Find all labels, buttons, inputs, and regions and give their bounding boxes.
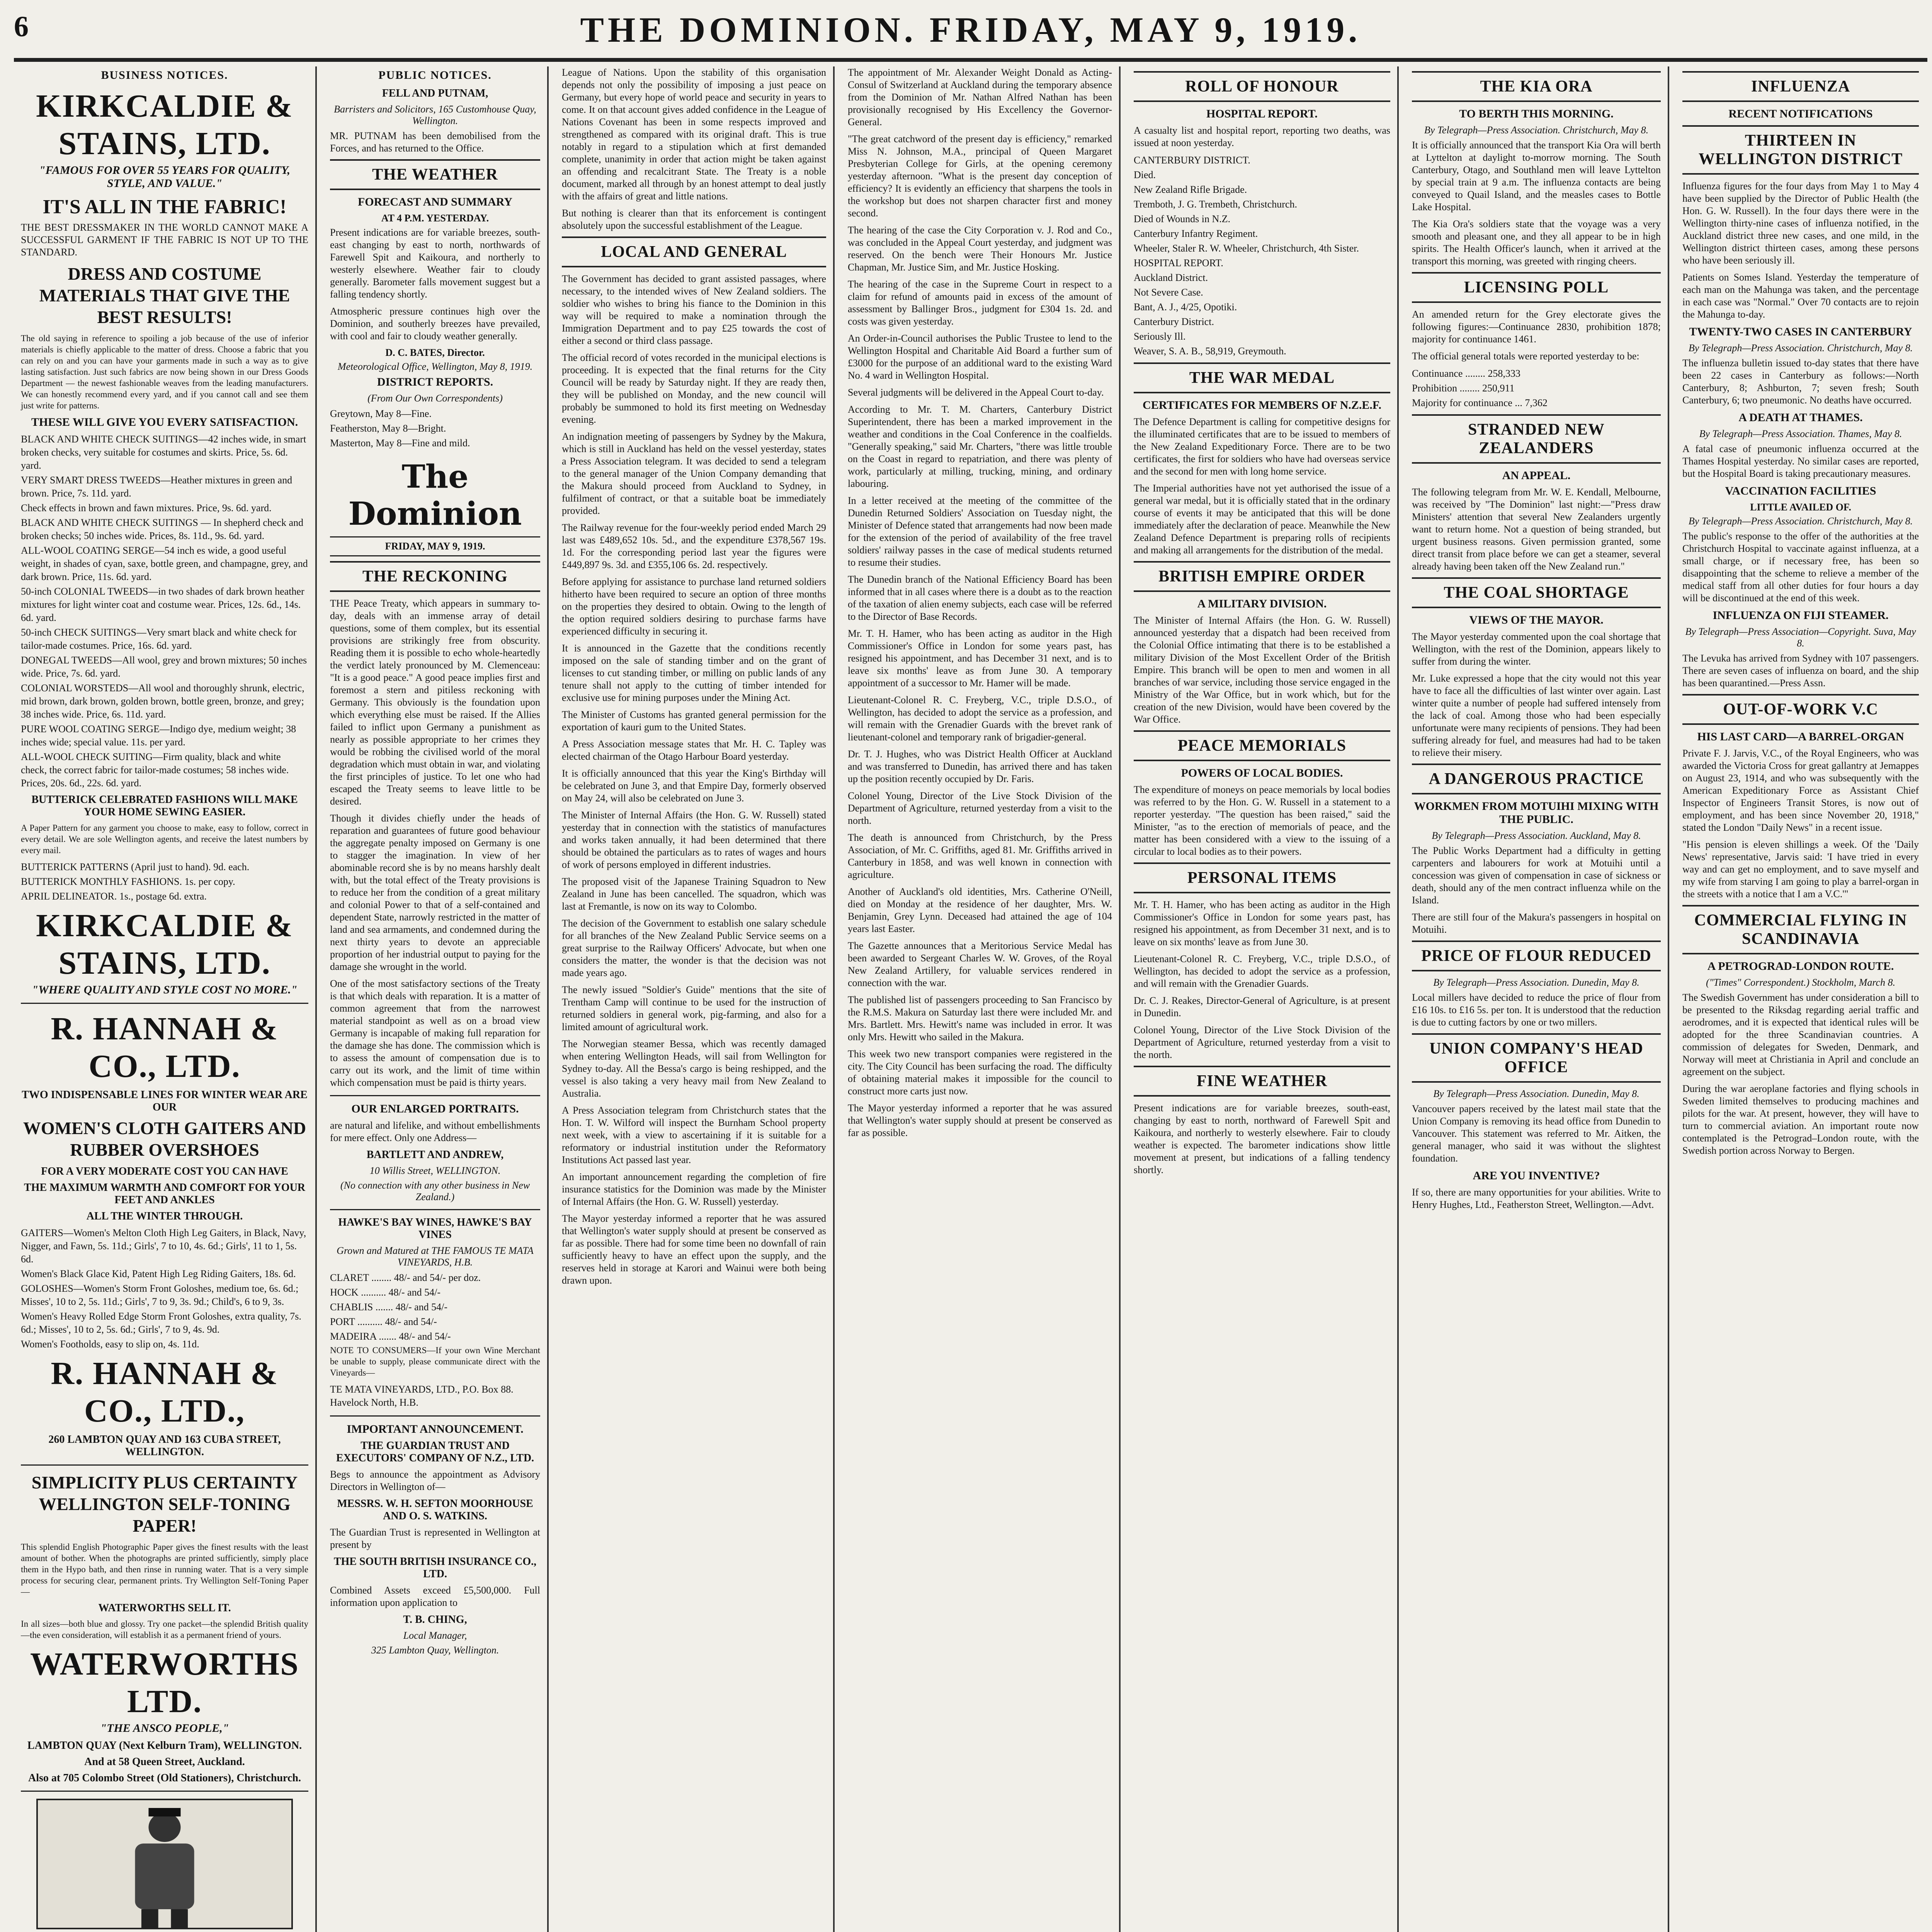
weather-signature: D. C. BATES, Director. [385, 347, 485, 358]
enlarged-heading: OUR ENLARGED PORTRAITS. [351, 1102, 519, 1115]
local-paragraph: The Railway revenue for the four-weekly period ended March 29 last was £489,652 10s. 5d., and the expenditure £378,567 19s. 1d. For the corresponding period last year the figures were £449,897 9s. 3d. and £355,106 6s. 2d. respectively. [562, 522, 826, 570]
hannah-heading-bottom: R. HANNAH & CO., LTD., [51, 1355, 279, 1429]
hannah-subheading: WOMEN'S CLOTH GAITERS AND RUBBER OVERSHOES [23, 1118, 306, 1160]
columns [14, 66, 1927, 1932]
poll-line: Continuance ........ 258,333 [1412, 368, 1520, 379]
price-line: COLONIAL WORSTEDS—All wool and thoroughly shrunk, electric, mid brown, dark brown, golden brown, bottle green, bronze, and grey; 38 inches wide. Price, 6s. 11d. yard. [21, 682, 304, 720]
kiaora-dateline: By Telegraph—Press Association. Christchurch, May 8. [1424, 124, 1649, 136]
hannah-line: Women's Footholds, easy to slip on, 4s. 11d. [21, 1338, 199, 1350]
medal-body: The Defence Department is calling for competitive designs for the illuminated certificates that are to be issued to members of the New Zealand Expeditionary Force. There are to be two certificates, the first for soldiers who have had overseas service and the second for men with long home service. [1134, 416, 1390, 477]
medal-body2: The Imperial authorities have not yet authorised the issue of a general war medal, but it is officially stated that in the ordinary course of events it may be anticipated that this will be done immediately after the declaration of peace. Meanwhile the New Zealand Defence Department is preparing rolls of recipients and making all arrangements for the distribution of the medal. [1134, 483, 1390, 556]
simplicity-body: This splendid English Photographic Paper gives the finest results with the least amount of bother. When the photographs are printed sufficiently, simply place them in the Hypo bath, and then rinse in running water. That is a very simple process for securing clear, permanent prints. Try Wellington Self-Toning Paper— [21, 1542, 308, 1597]
twenty-dateline: By Telegraph—Press Association. Christchurch, May 8. [1688, 342, 1913, 354]
column-general-news [841, 66, 1121, 1932]
news-paragraph: The Gazette announces that a Meritorious Service Medal has been awarded to Sergeant Charles W. W. Groves, of the Royal New Zealand Artillery, for valuable services rendered in connection with the war. [848, 940, 1112, 988]
butterick-line: BUTTERICK MONTHLY FASHIONS. 1s. per copy. [21, 876, 235, 887]
section-label: PUBLIC NOTICES. [378, 69, 492, 82]
waterworths-small: WATERWORTHS SELL IT. [98, 1602, 231, 1614]
guardian-heading: THE GUARDIAN TRUST AND EXECUTORS' COMPANY OF N.Z., LTD. [336, 1440, 534, 1464]
personal-heading: PERSONAL ITEMS [1134, 862, 1390, 893]
local-paragraph: The decision of the Government to establish one salary schedule for all branches of the New Zealand Public Service seems on a great surprise to the Railway Officers' Advocate, but when one considers the matter, the wonder is that the decision was not made years ago. [562, 918, 826, 978]
local-paragraph: A Press Association telegram from Christchurch states that the Hon. T. W. Wilford will inspect the Burnham School property next week, with a view to ascertaining if it is suitable for a reformatory or industrial institution under the Reformatory Institutions Act passed last year. [562, 1105, 826, 1165]
page-number: 6 [14, 10, 29, 43]
local-heading: LOCAL AND GENERAL [562, 236, 826, 267]
peace-heading: PEACE MEMORIALS [1134, 730, 1390, 761]
stranded-body: The following telegram from Mr. W. E. Kendall, Melbourne, was received by "The Dominion" last night:—"Press draw Ministers' attention that several New Zealanders urgently want to return home. Not a question of being stranded, but urgent business reasons. Given permission granted, some direct transit from place before we can get a steamer, several already having been taken off the New Zealand run." [1412, 486, 1661, 572]
union-dateline: By Telegraph—Press Association. Dunedin, May 8. [1433, 1088, 1639, 1099]
vc-body2: "His pension is eleven shillings a week. Of the 'Daily News' representative, Jarvis said: 'I have tried in every way and can get no employment, and to save myself and my wife from starving I am going to play a barrel-organ in the streets with a notice that I am a V.C.'" [1682, 839, 1919, 900]
news-paragraph: In a letter received at the meeting of the committee of the Dunedin Returned Soldiers' Association on Tuesday night, the Minister of Defence stated that arrangements had now been made for the extension of the period of availability of the free travel soldiers' railway passes in the case of medical students returned to resume their studies. [848, 495, 1112, 568]
vc-body: Private F. J. Jarvis, V.C., of the Royal Engineers, who was awarded the Victoria Cross for great gallantry at Jemappes on August 23, 1914, and who was subsequently with the American Expeditionary Force as Assistant Chief Inspector of Engineers Transit Stores, is now out of employment, and has been since November 20, 1918," stated the London "Daily News" in a recent issue. [1682, 748, 1919, 833]
practice-body: The Public Works Department had a difficulty in getting carpenters and labourers for work at Motuihi until a concession was given of compensation in case of sickness or death, should any of the men contract influenza while on the Island. [1412, 845, 1661, 906]
simplicity-body2: In all sizes—both blue and glossy. Try one packet—the splendid British quality—the even consideration, will establish it as a permanent friend of yours. [21, 1619, 308, 1640]
price-line: VERY SMART DRESS TWEEDS—Heather mixtures in green and brown. Price, 7s. 11d. yard. [21, 474, 293, 499]
kirkcaldie-heading-bottom: KIRKCALDIE & STAINS, LTD. [36, 908, 293, 981]
poll-line: Prohibition ........ 250,911 [1412, 383, 1515, 394]
coal-body: The Mayor yesterday commented upon the coal shortage that Wellington, with the rest of the Dominion, appears likely to suffer from during the winter. [1412, 631, 1661, 667]
wine-line: MADEIRA ....... 48/- and 54/- [330, 1331, 451, 1342]
waterworths-address: LAMBTON QUAY (Next Kelburn Tram), WELLINGTON. [27, 1740, 302, 1752]
fabric-heading: IT'S ALL IN THE FABRIC! [43, 196, 287, 218]
guardian-body: Begs to announce the appointment as Advisory Directors in Wellington of— [330, 1469, 540, 1492]
coal-subheading: VIEWS OF THE MAYOR. [1469, 614, 1604, 626]
flour-body: Local millers have decided to reduce the price of flour from £16 10s. to £16 5s. per ton. It is understood that the reduction is due to cutting factors by one or two millers. [1412, 992, 1661, 1028]
thames-body: A fatal case of pneumonic influenza occurred at the Thames Hospital yesterday. No similar cases are reported, but the Hospital Board is taking precautionary measures. [1682, 443, 1919, 479]
report-line: Featherston, May 8—Bright. [330, 423, 446, 434]
fine-weather-body: Present indications are for variable breezes, south-east, changing by east to north, northward of Farewell Spit and Kaikoura, and northerly to westerly elsewhere. Fair to cloudy weather is expected. The barometer indications show little movement at present, but indications of a falling tendency shortly. [1134, 1102, 1390, 1175]
hannah-line: GOLOSHES—Women's Storm Front Goloshes, medium toe, 6s. 6d.; Misses', 10 to 2, 5s. 11d.; Girls', 7 to 9, 3s. 9d.; Child's, 6 to 9, 3s. [21, 1283, 299, 1307]
waterworths-heading: WATERWORTHS LTD. [30, 1646, 299, 1719]
hannah-line: GAITERS—Women's Melton Cloth High Leg Gaiters, in Black, Navy, Nigger, and Fawn, 5s. 11d.; Girls', 7 to 10, 4s. 6d.; Girls', 11 to 1, 5s. 6d. [21, 1227, 306, 1265]
hannah-address: 260 LAMBTON QUAY AND 163 CUBA STREET, WELLINGTON. [48, 1434, 281, 1458]
local-paragraph: It is announced in the Gazette that the conditions recently imposed on the sale of standing timber and on the grant of licenses to cut standing timber, or milling on public lands of any tenure shall not apply to the cutting of timber intended for exclusive use for mining purposes under the Mining Act. [562, 643, 826, 703]
dress-body: The old saying in reference to spoiling a job because of the use of inferior materials is chiefly applicable to the matter of dress. Choose a fabric that you can rely on and you can have your garments made in such a way as to give lasting satisfaction. Just such fabrics are now being shown in our Dress Goods Department — the newest fashionable weaves from the leading manufacturers. We can honestly recommend every yard, and if you cannot call and see them just write for patterns. [21, 333, 308, 410]
insurance-heading: THE SOUTH BRITISH INSURANCE CO., LTD. [333, 1556, 537, 1580]
kiaora-body2: The Kia Ora's soldiers state that the voyage was a very smooth and pleasant one, and they all appear to be in high spirits. The Health Officer's launch, when it arrived at the transport this morning, was greeted with ringing cheers. [1412, 218, 1661, 267]
vc-subheading: HIS LAST CARD—A BARREL-ORGAN [1697, 730, 1904, 743]
page-masthead [14, 0, 1927, 62]
vaccination-body: The public's response to the offer of the authorities at the Christchurch Hospital to vaccinate against influenza, at a small charge, or if necessary free, has been so disappointing that the scheme to relieve a member of the medical staff from all other duties for four hours a day will be discontinued at the end of this week. [1682, 531, 1919, 604]
news-paragraph: Colonel Young, Director of the Live Stock Division of the Department of Agriculture, returned yesterday from a visit to the north. [848, 790, 1112, 826]
kiaora-heading: THE KIA ORA [1412, 71, 1661, 102]
news-paragraph: Another of Auckland's old identities, Mrs. Catherine O'Neill, died on Monday at the residence of her daughter, Mrs. W. Benjamin, Grey Lynn. Deceased had attained the age of 104 years last Easter. [848, 886, 1112, 934]
reports-heading: DISTRICT REPORTS. [377, 376, 493, 388]
dominion-masthead: The Dominion [348, 458, 522, 532]
notice-body: MR. PUTNAM has been demobilised from the Forces, and has returned to the Office. [330, 130, 540, 154]
flying-dateline: ("Times" Correspondent.) Stockholm, March 8. [1706, 977, 1896, 988]
kiaora-body: It is officially announced that the transport Kia Ora will berth at Lyttelton at daylight to-morrow morning. The South Canterbury, Otago, and Southland men will leave Lyttelton by special train at 9 a.m. The influenza contacts are being conveyed to Quail Island, and the measles cases to Bottle Lake Hospital. [1412, 139, 1661, 213]
local-paragraph: The proposed visit of the Japanese Training Squadron to New Zealand in June has been cancelled. The squadron, which was last at Fremantle, is now on its way to Colombo. [562, 876, 826, 912]
union-body: Vancouver papers received by the latest mail state that the Union Company is removing its head office from Dunedin to Vancouver. This statement was referred to Mr. Aitken, the general manager, who said it was without the slightest foundation. [1412, 1103, 1661, 1164]
news-paragraph: The appointment of Mr. Alexander Weight Donald as Acting-Consul of Switzerland at Auckland during the temporary absence from the Dominion of Mr. Nathan Alfred Nathan has been provisionally recognised by His Excellency the Governor-General. [848, 67, 1112, 128]
enlarged-name: BARTLETT AND ANDREW, [366, 1149, 504, 1161]
thirteen-heading: THIRTEEN IN WELLINGTON DISTRICT [1682, 125, 1919, 175]
local-paragraph: The official record of votes recorded in the municipal elections is proceeding. It is expected that the final returns for the City Council will be ready by Saturday night. If they are ready then, they will be published on Monday, and the new council will probably be summoned to hold its first meeting on Wednesday evening. [562, 352, 826, 425]
roll-line: Died. [1134, 169, 1156, 180]
stranded-subheading: AN APPEAL. [1502, 469, 1571, 482]
enlarged-note: (No connection with any other business in New Zealand.) [340, 1180, 530, 1202]
guardian-names: MESSRS. W. H. SEFTON MOORHOUSE AND O. S. WATKINS. [337, 1498, 533, 1522]
column-editorial-local [555, 66, 835, 1932]
twenty-body: The influenza bulletin issued to-day states that there have been 22 cases in Canterbury as follows:—North Canterbury, 8; Ashburton, 7; seven fresh; South Canterbury, 6; two pneumonic. No deaths have occurred. [1682, 357, 1919, 406]
coal-body2: Mr. Luke expressed a hope that the city would not this year have to face all the difficulties of last winter over again. Last winter quite a number of people had suffered intensely from the lack of coal. Among those who had been especially unfortunate were many recipients of pensions. They had been suffering already for fuel, and measures had had to be taken to relieve their misery. [1412, 673, 1661, 758]
thames-dateline: By Telegraph—Press Association. Thames, May 8. [1699, 428, 1902, 439]
weather-time: AT 4 P.M. YESTERDAY. [381, 213, 489, 224]
insurance-name: T. B. CHING, [403, 1614, 467, 1626]
thirteen-body: Influenza figures for the four days from May 1 to May 4 have been supplied by the Director of Public Health (the Hon. G. W. Russell). In the four days there were in the Wellington thirty-nine cases of influenza notified, in the Auckland district three new cases, and one mild, in the Wellington district thirteen cases, among these persons who have been seriously ill. [1682, 180, 1919, 266]
inventive-body: If so, there are many opportunities for your abilities. Write to Henry Hughes, Ltd., Featherston Street, Wellington.—Advt. [1412, 1187, 1661, 1210]
inventive-heading: ARE YOU INVENTIVE? [1473, 1169, 1600, 1182]
personal-item: Mr. T. H. Hamer, who has been acting as auditor in the High Commissioner's Office in London for some years past, has resigned his appointment, as from December 31 next, and is to leave on six months' leave as from June 30. [1134, 899, 1390, 947]
column-kia-ora [1405, 66, 1669, 1932]
notice-subheading: Barristers and Solicitors, 165 Customhouse Quay, Wellington. [334, 104, 536, 126]
enlarged-body: are natural and lifelike, and without embellishments for mere effect. Only one Address— [330, 1120, 540, 1143]
local-paragraph: An indignation meeting of passengers by Sydney by the Makura, which is still in Auckland has held on the vessel yesterday, states a Press Association telegram. It was decided to send a telegram to the general manager of the Union Company demanding that the Makura should proceed from Auckland to Sydney, in fulfilment of contract, or that a suitable boat be immediately provided. [562, 431, 826, 516]
notice-heading: FELL AND PUTNAM, [382, 87, 488, 99]
kirkcaldie-heading: KIRKCALDIE & STAINS, LTD. [36, 88, 293, 162]
butterick-heading: BUTTERICK CELEBRATED FASHIONS WILL MAKE YOUR HOME SEWING EASIER. [31, 794, 298, 818]
local-paragraph: The Mayor yesterday informed a reporter that he was assured that Wellington's water supply should at present be conserved as far as possible. There had for some time been no downfall of rain sufficiently heavy to have an effect upon the supply, and the reserves held in storage at Karori and Wainui were both being drawn upon. [562, 1213, 826, 1286]
thames-heading: A DEATH AT THAMES. [1738, 411, 1863, 424]
news-paragraph: The published list of passengers proceeding to San Francisco by the R.M.S. Makura on Saturday last there were included Mr. and Mrs. Bartlett. Mrs. Hewitt's name was included in error. It was only Mrs. Hewitt who sailed in the Makura. [848, 994, 1112, 1043]
butterick-line: BUTTERICK PATTERNS (April just to hand). 9d. each. [21, 861, 250, 872]
weather-heading: THE WEATHER [330, 159, 540, 190]
coal-heading: THE COAL SHORTAGE [1412, 577, 1661, 608]
news-paragraph: The hearing of the case the City Corporation v. J. Rod and Co., was concluded in the Appeal Court yesterday, and judgment was reserved. On the bench were Their Honours Mr. Justice Chapman, Mr. Justice Sim, and Mr. Justice Hosking. [848, 224, 1112, 273]
fiji-dateline: By Telegraph—Press Association—Copyright. Suva, May 8. [1685, 626, 1916, 649]
column-business-notices [14, 66, 317, 1932]
insurance-address: 325 Lambton Quay, Wellington. [371, 1645, 499, 1656]
editorial-date: FRIDAY, MAY 9, 1919. [330, 536, 540, 556]
medal-heading: THE WAR MEDAL [1134, 362, 1390, 393]
guardian-body2: The Guardian Trust is represented in Wellington at present by [330, 1527, 540, 1550]
news-paragraph: Dr. T. J. Hughes, who was District Health Officer at Auckland and was transferred to Dunedin, has arrived there and has taken up the position recently occupied by Dr. Faris. [848, 748, 1112, 784]
editorial-paragraph: League of Nations. Upon the stability of this organisation depends not only the possibility of imposing a just peace on Germany, but every hope of world peace and security in years to come. It on that account gives added confidence in the League of Nations Covenant has been in some respects improved and strengthened as compared with its original draft. This is true notably in regard to a stipulation which at first demanded complete, unanimity in order that action might be taken against an offending and recalcitrant State. The Treaty is a noble document, marked all through by an honest attempt to deal justly with the affairs of great and little nations. [562, 67, 826, 202]
vc-heading: OUT-OF-WORK V.C [1682, 694, 1919, 725]
wines-note: NOTE TO CONSUMERS—If your own Wine Merchant be unable to supply, please communicate direct with the Vineyards— [330, 1345, 540, 1378]
influenza-heading: INFLUENZA [1682, 71, 1919, 102]
news-paragraph: The death is announced from Christchurch, by the Press Association, of Mr. C. Griffiths, aged 81. Mr. Griffiths arrived in Canterbury in 1858, and was well known in connection with agriculture. [848, 832, 1112, 880]
editorial-paragraph: But nothing is clearer than that its enforcement is contingent absolutely upon the successful establishment of the League. [562, 207, 826, 231]
kirkcaldie-tagline-bottom: "WHERE QUALITY AND STYLE COST NO MORE." [32, 983, 298, 996]
vaccination-dateline: By Telegraph—Press Association. Christchurch, May 8. [1688, 515, 1913, 527]
waterworths-tagline: "THE ANSCO PEOPLE," [100, 1722, 229, 1735]
hannah-warmth: THE MAXIMUM WARMTH AND COMFORT FOR YOUR FEET AND ANKLES [24, 1182, 306, 1206]
roll-line: Canterbury Infantry Regiment. [1134, 228, 1258, 239]
local-paragraph: An important announcement regarding the completion of fire insurance statistics for the Dominion was made by the Minister of Internal Affairs (the Hon. G. W. Russell) yesterday. [562, 1171, 826, 1207]
column-influenza [1675, 66, 1926, 1932]
poll-body: An amended return for the Grey electorate gives the following figures:—Continuance 2830, prohibition 1878; majority for continuance 1461. [1412, 309, 1661, 345]
reports-subheading: (From Our Own Correspondents) [367, 393, 503, 404]
roll-line: Seriously Ill. [1134, 331, 1186, 342]
insurance-body: Combined Assets exceed £5,500,000. Full information upon application to [330, 1585, 540, 1608]
wine-line: HOCK .......... 48/- and 54/- [330, 1287, 440, 1298]
flying-heading: COMMERCIAL FLYING IN SCANDINAVIA [1682, 905, 1919, 954]
local-paragraph: Before applying for assistance to purchase land returned soldiers hitherto have been required to secure an option of three months on the properties they desired to obtain. Owing to the length of the option required soldiers desiring to purchase farms have experienced difficulty in securing it. [562, 576, 826, 637]
roll-line: Canterbury District. [1134, 316, 1214, 327]
price-line: 50-inch COLONIAL TWEEDS—in two shades of dark brown heather mixtures for light winter coat and costume wear. Prices, 12s. 6d., 14s. 6d. yard. [21, 586, 304, 623]
wines-signature: TE MATA VINEYARDS, LTD., P.O. Box 88. Havelock North, H.B. [330, 1384, 514, 1408]
butterick-line: APRIL DELINEATOR. 1s., postage 6d. extra. [21, 891, 207, 902]
enlarged-address: 10 Willis Street, WELLINGTON. [369, 1165, 501, 1176]
roll-heading: ROLL OF HONOUR [1134, 71, 1390, 102]
fabric-price-list [21, 433, 308, 790]
flying-body: The Swedish Government has under consideration a bill to be presented to the Riksdag regarding aerial traffic and aerodromes, and it is expected that identical rules will be adopted for the three Scandinavian countries. A commission of delegates for Sweden, Denmark, and Norway will meet at Christiania in April and conclude an agreement on the subject. [1682, 992, 1919, 1077]
butterick-body: A Paper Pattern for any garment you choose to make, easy to follow, correct in every detail. We are sole Wellington agents, and receive the latest numbers by every mail. [21, 823, 308, 855]
practice-subheading: WORKMEN FROM MOTUIHI MIXING WITH THE PUBLIC. [1414, 800, 1659, 826]
personal-item: Colonel Young, Director of the Live Stock Division of the Department of Agriculture, returned yesterday from a visit to the north. [1134, 1024, 1390, 1060]
roll-line: Auckland District. [1134, 272, 1208, 283]
practice-body2: There are still four of the Makura's passengers in hospital on Motuihi. [1412, 912, 1661, 935]
roll-subheading: HOSPITAL REPORT. [1206, 107, 1318, 120]
personal-item: Dr. C. J. Reakes, Director-General of Agriculture, is at present in Dunedin. [1134, 995, 1390, 1019]
price-line: DONEGAL TWEEDS—All wool, grey and brown mixtures; 50 inches wide. Price, 7s. 6d. yard. [21, 655, 307, 679]
reckoning-body2: Though it divides chiefly under the heads of reparation and guarantees of future good behaviour the aggregate penalty imposed on Germany is one to stagger the imagination. In view of her abominable record she is by no means harshly dealt with, but the total effect of the Treaty provisions is to reduce her from the condition of a great military and colonial Power to that of a self-contained and dependent State, narrowly restricted in the matter of land and sea armaments, and condemned during the next thirty years to devote an appreciable proportion of her industrial output to paying for the damage she wrought in the world. [330, 813, 540, 972]
flour-dateline: By Telegraph—Press Association. Dunedin, May 8. [1433, 977, 1639, 988]
waterworths-address2: And at 58 Queen Street, Auckland. [84, 1756, 245, 1768]
weather-body: Present indications are for variable breezes, south-east changing by east to north, northwards of Farewell Spit and Kaikoura, and northerly to westerly elsewhere. Weather fair to cloudy generally. Barometer falls movement suggest but a falling tendency shortly. [330, 227, 540, 300]
price-line: PURE WOOL COATING SERGE—Indigo dye, medium weight; 38 inches wide; special value. 11s. per yard. [21, 723, 296, 748]
peace-subheading: POWERS OF LOCAL BODIES. [1181, 767, 1343, 779]
practice-heading: A DANGEROUS PRACTICE [1412, 764, 1661, 794]
news-paragraph: This week two new transport companies were registered in the city. The City Council has been surfacing the road. The difficulty of obtaining material makes it impossible for the council to construct more carts just now. [848, 1048, 1112, 1097]
news-paragraph: According to Mr. T. M. Charters, Canterbury District Superintendent, there has been a marked improvement in the weather and conditions in the Coal Conference in the coalfields. "Generally speaking," said Mr. Charters, "there was little trouble on the Coast in regard to repatriation, and there was plenty of work, particularly at milling, trucking, mining, and ordinary labouring. [848, 404, 1112, 489]
influenza-subheading: RECENT NOTIFICATIONS [1728, 107, 1873, 120]
gentleman-figure-icon [38, 1800, 291, 1928]
hannah-cost: FOR A VERY MODERATE COST YOU CAN HAVE [41, 1165, 288, 1177]
local-paragraph: The newly issued "Soldier's Guide" mentions that the site of Trentham Camp will continue to be used for the instruction of returned soldiers in general work, pig-farming, and also for a limited amount of agricultural work. [562, 984, 826, 1032]
roll-line: Weaver, S. A. B., 58,919, Greymouth. [1134, 345, 1286, 357]
hannah-intro: TWO INDISPENSABLE LINES FOR WINTER WEAR ARE OUR [22, 1089, 308, 1113]
local-paragraph: It is officially announced that this year the King's Birthday will be celebrated on June 3, and that Empire Day, formerly observed on May 24, will also be celebrated on June 3. [562, 768, 826, 804]
price-line: ALL-WOOL COATING SERGE—54 inch es wide, a good useful weight, in shades of cyan, saxe, bottle green, and champagne, grey, and dark brown. Price, 11s. 6d. yard. [21, 545, 308, 582]
practice-dateline: By Telegraph—Press Association. Auckland, May 8. [1432, 830, 1641, 841]
news-paragraph: Lieutenant-Colonel R. C. Freyberg, V.C., triple D.S.O., of Wellington, has decided to adopt the service as a profession, and will remain with the Grenadier Guards with the brevet rank of lieutenant-colonel and temporary rank of brigadier-general. [848, 694, 1112, 743]
fine-weather-heading: FINE WEATHER [1134, 1066, 1390, 1097]
twenty-heading: TWENTY-TWO CASES IN CANTERBURY [1689, 325, 1912, 338]
flour-heading: PRICE OF FLOUR REDUCED [1412, 940, 1661, 971]
roll-body: A casualty list and hospital report, reporting two deaths, was issued at noon yesterday. [1134, 125, 1390, 148]
newspaper-title: THE DOMINION. FRIDAY, MAY 9, 1919. [580, 10, 1361, 49]
personal-item: Lieutenant-Colonel R. C. Freyberg, V.C., triple D.S.O., of Wellington, has decided to adopt the service as a profession, and will remain with the Grenadier Guards. [1134, 953, 1390, 989]
hannah-heading: R. HANNAH & CO., LTD. [51, 1011, 279, 1084]
price-line: Check effects in brown and fawn mixtures. Price, 9s. 6d. yard. [21, 502, 272, 514]
fiji-heading: INFLUENZA ON FIJI STEAMER. [1713, 609, 1889, 622]
news-paragraph: An Order-in-Council authorises the Public Trustee to lend to the Wellington Hospital and Charitable Aid Board a further sum of £3000 for the purpose of an additional ward to the existing Ward No. 4 ward in Wellington Hospital. [848, 333, 1112, 381]
milligans-illustration [36, 1799, 293, 1929]
peace-body: The expenditure of moneys on peace memorials by local bodies was referred to by the Hon. G. W. Russell in a statement to a reporter yesterday. "The question has been raised," said the Minister, "as to the erection of memorials of peace, and the matter has been considered with a view to the issuing of a circular to local bodies as to their powers. [1134, 784, 1390, 857]
roll-line: CANTERBURY DISTRICT. [1134, 155, 1250, 166]
local-paragraph: The Government has decided to grant assisted passages, where necessary, to the intended wives of New Zealand soldiers. The soldier who wishes to bring his fiance to the Dominion in this way will be required to make a nomination through the Immigration Department and to pay £25 towards the cost of either a second or third class passage. [562, 273, 826, 346]
insurance-title: Local Manager, [403, 1630, 467, 1641]
local-paragraph: A Press Association message states that Mr. H. C. Tapley was elected chairman of the Otago Harbour Board yesterday. [562, 738, 826, 762]
weather-subheading: FORECAST AND SUMMARY [357, 196, 513, 208]
roll-line: Tremboth, J. G. Trembeth, Christchurch. [1134, 199, 1297, 210]
section-label: BUSINESS NOTICES. [101, 69, 228, 82]
price-line: 50-inch CHECK SUITINGS—Very smart black and white check for tailor-made costumes. Price, 16s. 6d. yard. [21, 627, 297, 651]
waterworths-address3: Also at 705 Colombo Street (Old Stationers), Christchurch. [28, 1772, 301, 1784]
stranded-heading: STRANDED NEW ZEALANDERS [1412, 414, 1661, 464]
price-line: BLACK AND WHITE CHECK SUITINGS — In shepherd check and broken checks; 50 inches wide. Prices, 8s. 11d., 9s. 6d. yard. [21, 517, 304, 541]
roll-line: Bant, A. J., 4/25, Opotiki. [1134, 301, 1237, 313]
local-paragraph: The Minister of Internal Affairs (the Hon. G. W. Russell) stated yesterday that in connection with the statistics of manufactures and works taken annually, it had been determined that there should be obtained the particulars as to rates of wages and hours of work of persons employed in different industries. [562, 810, 826, 870]
values-heading: THESE WILL GIVE YOU EVERY SATISFACTION. [31, 416, 298, 429]
order-heading: BRITISH EMPIRE ORDER [1134, 561, 1390, 592]
fabric-body: THE BEST DRESSMAKER IN THE WORLD CANNOT MAKE A SUCCESSFUL GARMENT IF THE FABRIC IS NOT UP TO THE STANDARD. [21, 222, 308, 258]
weather-body2: Atmospheric pressure continues high over the Dominion, and southerly breezes have prevailed, with cool and fair to cloudy weather generally. [330, 306, 540, 342]
roll-line: Wheeler, Staler R. W. Wheeler, Christchurch, 4th Sister. [1134, 243, 1359, 254]
roll-line: Not Severe Case. [1134, 287, 1203, 298]
hannah-line: Women's Black Glace Kid, Patent High Leg Riding Gaiters, 18s. 6d. [21, 1268, 296, 1279]
local-paragraph: The Minister of Customs has granted general permission for the exportation of kauri gum to the United States. [562, 709, 826, 733]
reckoning-body3: One of the most satisfactory sections of the Treaty is that which deals with reparation. It is a matter of common agreement that from the narrowest material standpoint as well as on a broad view Germany is incapable of making full reparation for the damage she has done. The commission which is to assess the amount of compensation due is to carry out its work, and the limit of time within which compensation must be paid is thirty years. [330, 978, 540, 1088]
local-paragraph: The Norwegian steamer Bessa, which was recently damaged when entering Wellington Heads, will sail from Wellington for Sydney to-day. All the Bessa's cargo is being reshipped, and the vessel is also taking a very heavy mail from New Zealand to Australia. [562, 1038, 826, 1099]
wines-heading: HAWKE'S BAY WINES, HAWKE'S BAY VINES [338, 1216, 532, 1241]
hannah-line: Women's Heavy Rolled Edge Storm Front Goloshes, extra quality, 7s. 6d.; Misses', 10 to 2, 5s. 6d.; Girls', 7 to 9, 4s. 9d. [21, 1311, 301, 1335]
thirteen-body2: Patients on Somes Island. Yesterday the temperature of each man on the Mahunga was taken, and the percentage in each case was "Normal." Over 70 contacts are to rejoin the Mahunga to-day. [1682, 272, 1919, 320]
roll-line: HOSPITAL REPORT. [1134, 257, 1223, 269]
wine-line: CHABLIS ....... 48/- and 54/- [330, 1301, 448, 1313]
news-paragraph: The Mayor yesterday informed a reporter that he was assured that Wellington's water supply should at present be conserved as far as possible. [848, 1102, 1112, 1138]
flying-body2: During the war aeroplane factories and flying schools in Sweden limited themselves to producing machines and pilots for the war. At present, however, they will have to turn to commercial aviation. An important route now contemplated is the Petrograd–London route, with the Swedish portion across Norway to Bergen. [1682, 1083, 1919, 1156]
news-paragraph: Mr. T. H. Hamer, who has been acting as auditor in the High Commissioner's Office in London for some years past, has resigned his appointment, and has December 31 next, and is to leave six months' leave as from June 30. A temporary appointment of a successor to Mr. Hamer will be made. [848, 628, 1112, 689]
simplicity-heading: SIMPLICITY PLUS CERTAINTY WELLINGTON SELF-TONING PAPER! [31, 1473, 298, 1536]
kirkcaldie-tagline: "FAMOUS FOR OVER 55 YEARS FOR QUALITY, STYLE, AND VALUE." [39, 164, 290, 190]
reckoning-heading: THE RECKONING [330, 561, 540, 592]
order-subheading: A MILITARY DIVISION. [1197, 597, 1327, 610]
dress-heading: DRESS AND COSTUME MATERIALS THAT GIVE THE BEST RESULTS! [39, 264, 290, 327]
column-roll-of-honour [1127, 66, 1399, 1932]
roll-line: New Zealand Rifle Brigade. [1134, 184, 1247, 195]
weather-signature2: Meteorological Office, Wellington, May 8, 1919. [337, 361, 533, 372]
news-paragraph: The Dunedin branch of the National Efficiency Board has been informed that in all cases where there is a doubt as to the reaction of the taxation of alien enemy subjects, each case will be referred to the Director of Base Records. [848, 574, 1112, 622]
vaccination-heading: VACCINATION FACILITIES [1725, 485, 1876, 497]
report-line: Greytown, May 8—Fine. [330, 408, 432, 419]
price-line: ALL-WOOL CHECK SUITING—Firm quality, black and white check, the correct fabric for tailor-made costumes; 58 inches wide. Prices, 20s. 6d., 22s. 6d. yard. [21, 751, 289, 789]
union-heading: UNION COMPANY'S HEAD OFFICE [1412, 1033, 1661, 1083]
flying-subheading: A PETROGRAD-LONDON ROUTE. [1707, 960, 1894, 973]
news-paragraph: Several judgments will be delivered in the Appeal Court to-day. [848, 387, 1104, 398]
fiji-body: The Levuka has arrived from Sydney with 107 passengers. There are seven cases of influenza on board, and the ship has been quarantined.—Press Assn. [1682, 653, 1919, 689]
poll-line: Majority for continuance ... 7,362 [1412, 397, 1548, 408]
wine-line: CLARET ........ 48/- and 54/- per doz. [330, 1272, 481, 1283]
news-paragraph: "The great catchword of the present day is efficiency," remarked Miss N. Johnson, M.A., principal of Queen Margaret Presbyterian College for Girls, at the opening ceremony yesterday afternoon. "What is the present day conception of efficiency? It is evidently an efficiency that sharpens the tools in the workshop but does not sharpen character first and money second. [848, 133, 1112, 219]
reckoning-body: THE Peace Treaty, which appears in summary to-day, deals with an immense array of detail questions, some of them complex, but its essential provisions are strikingly free from obscurity. Reading them it is possible to echo whole-heartedly the verdict lately pronounced by M. Clemenceau: "It is a good peace." A good peace implies first and foremost a stern and pitiless reckoning with Germany. This obviously is the foundation upon which everything else must be raised. If the Allies failed to inflict upon Germany a punishment as nearly as possible appropriate to her crimes they would be robbing the civilised world of the moral degradation which must obtain in war, and violating the first principles of justice. To let one who had escaped the Treaty seems to leave little to be desired. [330, 598, 540, 807]
report-line: Masterton, May 8—Fine and mild. [330, 437, 470, 449]
medal-subheading: CERTIFICATES FOR MEMBERS OF N.Z.E.F. [1143, 399, 1381, 412]
order-body: The Minister of Internal Affairs (the Hon. G. W. Russell) announced yesterday that a dispatch had been received from the Colonial Office intimating that there is to be established a military Division of the Most Excellent Order of the British Empire. This branch will be open to men and women in all branches of war service, including those service engaged in the Ministry of the War Office, but in work which, but for the creation of the new Division, would have been covered by the War Office. [1134, 615, 1390, 725]
news-paragraph: The hearing of the case in the Supreme Court in respect to a claim for refund of amounts paid in excess of the amount of assessment by Ballinger Bros., judgment for £304 1s. 2d. and costs was given yesterday. [848, 279, 1112, 327]
price-line: BLACK AND WHITE CHECK SUITINGS—42 inches wide, in smart broken checks, very suitable for costumes and skirts. Price, 5s. 6d. yard. [21, 434, 306, 471]
column-public-notices [323, 66, 549, 1932]
kiaora-subheading: TO BERTH THIS MORNING. [1459, 107, 1614, 120]
wine-line: PORT .......... 48/- and 54/- [330, 1316, 437, 1327]
important-heading: IMPORTANT ANNOUNCEMENT. [347, 1423, 524, 1435]
poll-body2: The official general totals were reported yesterday to be: [1412, 350, 1639, 362]
roll-line: Died of Wounds in N.Z. [1134, 213, 1231, 224]
hannah-through: ALL THE WINTER THROUGH. [86, 1210, 243, 1222]
vaccination-subheading: LITTLE AVAILED OF. [1750, 502, 1851, 513]
wines-subheading: Grown and Matured at THE FAMOUS TE MATA VINEYARDS, H.B. [337, 1245, 534, 1268]
poll-heading: LICENSING POLL [1412, 272, 1661, 303]
